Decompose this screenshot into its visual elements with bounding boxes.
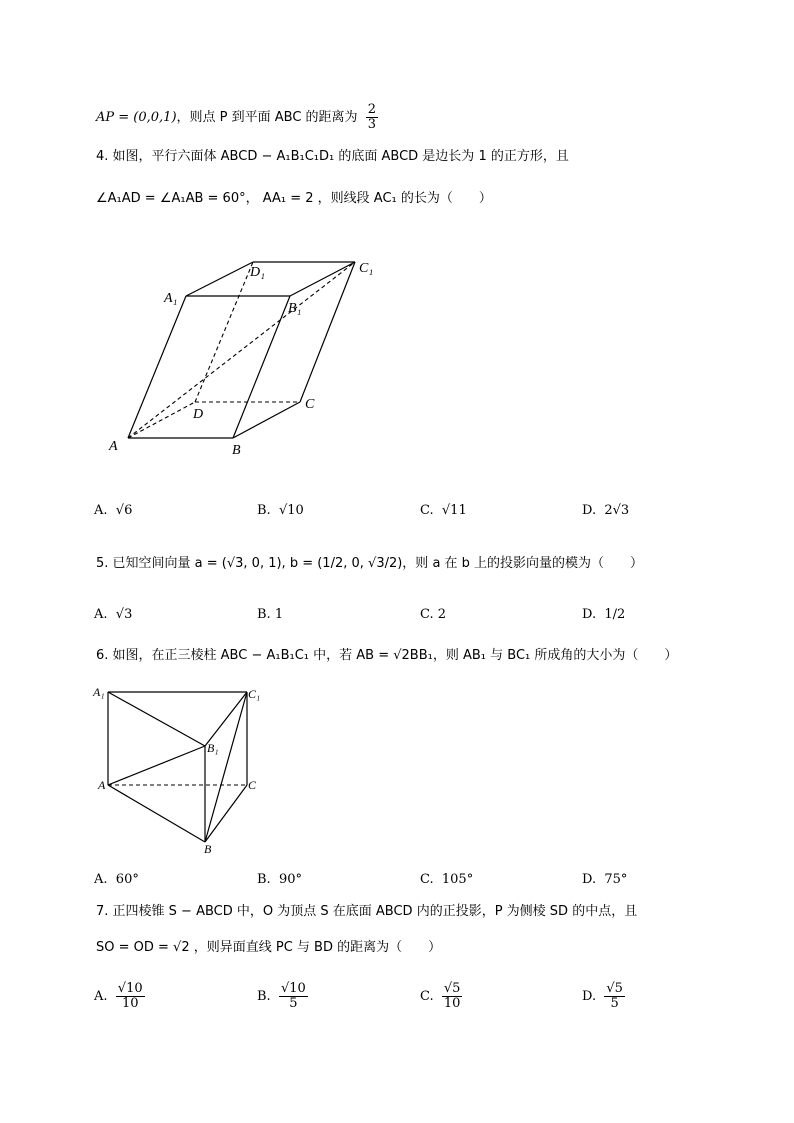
label-d1: D₁ — [250, 265, 265, 280]
label-c1: C₁ — [248, 687, 261, 701]
q5-option-c[interactable]: C. 2 — [420, 607, 447, 622]
distance-fraction: $\frac{2}{3}$ — [367, 102, 376, 132]
q5-option-a[interactable]: A. √3 — [94, 607, 133, 622]
q7-option-b[interactable]: B. $\frac{√10}{5}$ — [257, 981, 306, 1011]
q7-option-d[interactable]: D. $\frac{√5}{5}$ — [582, 981, 623, 1011]
edge-bc — [205, 785, 247, 842]
label-b: B — [204, 842, 212, 856]
edge-dd1-hidden — [195, 262, 253, 402]
label-c: C — [305, 397, 315, 412]
q6-option-a[interactable]: A. 60° — [94, 872, 139, 887]
label-b1: B₁ — [207, 741, 219, 755]
vector-expression: AP = (0,0,1) — [96, 110, 177, 125]
edge-ab — [108, 785, 205, 842]
q4-option-c[interactable]: C. √11 — [420, 503, 467, 518]
q6-prism-figure — [90, 682, 280, 857]
label-a: A — [109, 439, 118, 454]
q6-option-d[interactable]: D. 75° — [582, 872, 628, 887]
edge-b1c1 — [290, 262, 355, 296]
edge-ad-hidden — [128, 402, 195, 438]
q4-stem-line1: 4. 如图，平行六面体 ABCD − A₁B₁C₁D₁ 的底面 ABCD 是边长为 1 的正方形，且 — [96, 149, 569, 164]
q4-stem-line2: ∠A₁AD = ∠A₁AB = 60°， AA₁ = 2 ，则线段 AC₁ 的长为（ ） — [96, 191, 492, 206]
label-d: D — [193, 407, 204, 422]
label-b: B — [232, 443, 241, 458]
label-c1: C₁ — [359, 261, 374, 276]
q6-stem: 6. 如图，在正三棱柱 ABC − A₁B₁C₁ 中，若 AB = √2BB₁，则 AB₁ 与 BC₁ 所成角的大小为（ ） — [96, 648, 678, 663]
segment-bc1 — [205, 692, 247, 842]
q7-stem-line2: SO = OD = √2 ，则异面直线 PC 与 BD 的距离为（ ） — [96, 940, 442, 955]
edge-bb1 — [233, 296, 290, 438]
q4-parallelepiped-figure — [100, 250, 400, 465]
edge-a1d1 — [186, 262, 253, 296]
edge-aa1 — [128, 296, 186, 438]
q7-option-a[interactable]: A. $\frac{√10}{10}$ — [94, 981, 143, 1011]
edge-a1b1 — [108, 692, 205, 746]
q4-option-b[interactable]: B. √10 — [257, 503, 304, 518]
q6-option-b[interactable]: B. 90° — [257, 872, 302, 887]
label-a1: A₁ — [93, 685, 105, 699]
q5-option-d[interactable]: D. 1/2 — [582, 607, 626, 622]
segment-ab1 — [108, 746, 205, 785]
q7-option-c[interactable]: C. $\frac{√5}{10}$ — [420, 981, 461, 1011]
q5-option-b[interactable]: B. 1 — [257, 607, 284, 622]
q6-option-c[interactable]: C. 105° — [420, 872, 474, 887]
label-a: A — [98, 778, 106, 792]
label-b1: B₁ — [288, 301, 302, 316]
q5-stem: 5. 已知空间向量 a = (√3, 0, 1), b = (1/2, 0, √3/2)，则 a 在 b 上的投影向量的模为（ ） — [96, 556, 644, 571]
q4-option-d[interactable]: D. 2√3 — [582, 503, 630, 518]
q4-option-a[interactable]: A. √6 — [94, 503, 133, 518]
prev-answer-text: ，则点 P 到平面 ABC 的距离为 — [176, 110, 358, 125]
q7-stem-line1: 7. 正四棱锥 S − ABCD 中，O 为顶点 S 在底面 ABCD 内的正投影，P 为侧棱 SD 的中点，且 — [96, 904, 638, 919]
edge-b1c1 — [205, 692, 247, 746]
label-c: C — [248, 778, 257, 792]
label-a1: A₁ — [164, 291, 178, 306]
prev-answer-line — [96, 103, 378, 132]
edge-bc — [233, 402, 300, 438]
